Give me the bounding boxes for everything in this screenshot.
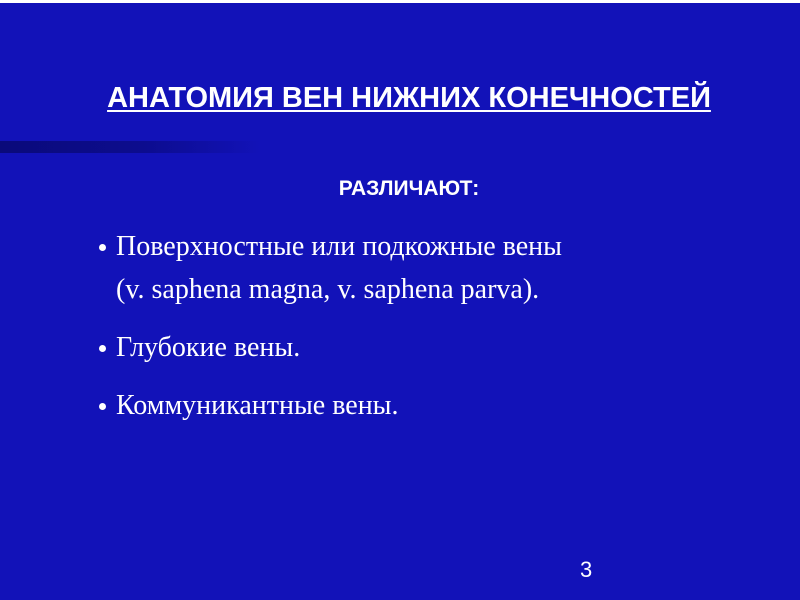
decorative-bar (0, 141, 260, 153)
page-number: 3 (580, 557, 593, 582)
bullet-icon (99, 403, 106, 410)
bullet-list (99, 228, 739, 445)
bullet-text: Поверхностные или подкожные вены (116, 231, 562, 262)
bullet-icon (99, 244, 106, 251)
list-item (99, 387, 739, 425)
bullet-text-continuation: (v. saphena magna, v. saphena parva). (116, 274, 540, 305)
slide-title: АНАТОМИЯ ВЕН НИЖНИХ КОНЕЧНОСТЕЙ (107, 82, 711, 114)
top-border-line (0, 0, 800, 3)
list-item (99, 329, 739, 367)
bullet-icon (99, 345, 106, 352)
list-item (99, 228, 739, 309)
slide-subtitle: РАЗЛИЧАЮТ: (338, 177, 480, 200)
bullet-text: Коммуникантные вены. (116, 390, 399, 421)
bullet-text: Глубокие вены. (116, 332, 301, 363)
